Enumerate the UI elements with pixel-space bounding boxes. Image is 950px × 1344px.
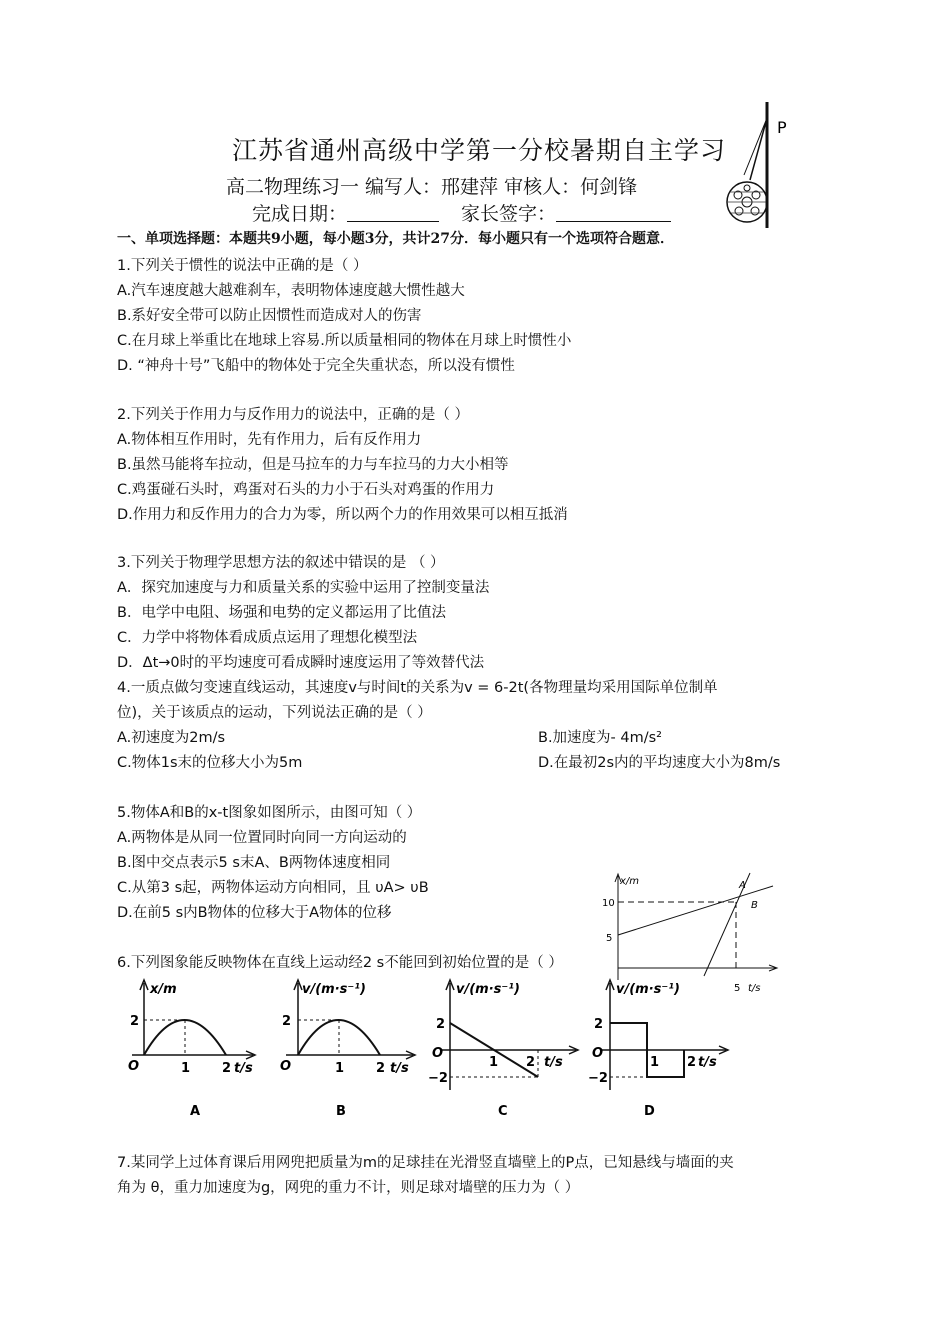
q6a-xlabel: t/s xyxy=(234,1061,253,1076)
page-subtitle: 高二物理练习一 编写人：邢建萍 审核人：何剑锋 xyxy=(226,176,638,198)
q3-option-a: A．探究加速度与力和质量关系的实验中运用了控制变量法 xyxy=(117,580,490,596)
q6a-xtick-1: 1 xyxy=(181,1061,191,1076)
football-net-illustration xyxy=(722,100,802,230)
q4-stem-continued: 位)，关于该质点的运动，下列说法正确的是（ ） xyxy=(117,705,432,721)
q3-option-b: B．电学中电阻、场强和电势的定义都运用了比值法 xyxy=(117,605,446,621)
q6c-xtick-2: 2 xyxy=(526,1055,536,1070)
date-label: 完成日期： xyxy=(252,203,348,225)
q5-y-axis-label: x/m xyxy=(620,876,640,887)
q1-option-a: A.汽车速度越大越难刹车，表明物体速度越大惯性越大 xyxy=(117,283,465,299)
q6b-letter: B xyxy=(336,1104,346,1119)
q5-x-axis-label: t/s xyxy=(748,983,761,994)
q6a-letter: A xyxy=(190,1104,201,1119)
q2-option-c: C.鸡蛋碰石头时，鸡蛋对石头的力小于石头对鸡蛋的作用力 xyxy=(117,482,495,498)
q6b-xlabel: t/s xyxy=(390,1061,409,1076)
parent-sign-label: 家长签字： xyxy=(461,203,557,225)
q4-option-a: A.初速度为2m/s xyxy=(117,730,226,746)
q7-stem-continued: 角为 θ，重力加速度为g，网兜的重力不计，则足球对墙壁的压力为（ ） xyxy=(117,1180,580,1196)
q6c-origin: O xyxy=(432,1046,444,1061)
q6a-ytick: 2 xyxy=(130,1014,140,1029)
q6d-xtick-1: 1 xyxy=(650,1055,660,1070)
q6b-xtick-1: 1 xyxy=(335,1061,345,1076)
q5-x-tick-5: 5 xyxy=(734,983,741,994)
q6b-origin: O xyxy=(280,1059,292,1074)
q6d-ylabel: v/(m·s⁻¹) xyxy=(616,982,680,997)
q6b-ylabel: v/(m·s⁻¹) xyxy=(302,982,366,997)
q6c-ytick-neg: −2 xyxy=(428,1071,448,1086)
q2-option-d: D.作用力和反作用力的合力为零，所以两个力的作用效果可以相互抵消 xyxy=(117,507,568,523)
section-heading: 一、单项选择题：本题共9小题，每小题3分，共计27分．每小题只有一个选项符合题意． xyxy=(117,231,674,247)
q5-stem: 5.物体A和B的x-t图象如图所示，由图可知（ ） xyxy=(117,805,422,821)
q6b-xtick-2: 2 xyxy=(376,1061,386,1076)
q6a-ylabel: x/m xyxy=(150,982,177,997)
q2-option-b: B.虽然马能将车拉动，但是马拉车的力与车拉马的力大小相等 xyxy=(117,457,509,473)
q3-option-c: C．力学中将物体看成质点运用了理想化模型法 xyxy=(117,630,418,646)
q5-y-tick-5: 5 xyxy=(606,933,613,944)
q5-y-tick-10: 10 xyxy=(602,898,615,909)
q6-graph-c xyxy=(428,975,580,1130)
page-title: 江苏省通州高级中学第一分校暑期自主学习 xyxy=(232,136,727,165)
q6-graph-d xyxy=(590,975,730,1130)
q5-option-d: D.在前5 s内B物体的位移大于A物体的位移 xyxy=(117,905,392,921)
q6-graph-a xyxy=(118,975,258,1130)
point-p-label: P xyxy=(777,118,787,137)
q6c-xtick-1: 1 xyxy=(489,1055,499,1070)
q6c-xlabel: t/s xyxy=(544,1055,563,1070)
q1-option-d: D. “神舟十号”飞船中的物体处于完全失重状态，所以没有惯性 xyxy=(117,358,515,374)
q2-stem: 2.下列关于作用力与反作用力的说法中，正确的是（ ） xyxy=(117,407,469,423)
q5-option-b: B.图中交点表示5 s末A、B两物体速度相同 xyxy=(117,855,391,871)
q6d-ytick-neg: −2 xyxy=(588,1071,608,1086)
q6-stem: 6.下列图象能反映物体在直线上运动经2 s不能回到初始位置的是（ ） xyxy=(117,955,563,971)
q4-option-c: C.物体1s末的位移大小为5m xyxy=(117,755,303,771)
q6d-ytick: 2 xyxy=(594,1017,604,1032)
q4-stem: 4.一质点做匀变速直线运动，其速度v与时间t的关系为v = 6-2t(各物理量均采用国际单位制单 xyxy=(117,680,718,696)
q6d-origin: O xyxy=(592,1046,604,1061)
q1-stem: 1.下列关于惯性的说法中正确的是（ ） xyxy=(117,258,368,274)
q3-option-d: D．Δt→0时的平均速度可看成瞬时速度运用了等效替代法 xyxy=(117,655,485,671)
q5-label-a: A xyxy=(739,880,746,891)
q7-stem: 7.某同学上过体育课后用网兜把质量为m的足球挂在光滑竖直墙壁上的P点，已知悬线与墙面的夹 xyxy=(117,1155,734,1171)
q6c-letter: C xyxy=(498,1104,508,1119)
q6b-ytick: 2 xyxy=(282,1014,292,1029)
q6a-xtick-2: 2 xyxy=(222,1061,232,1076)
q4-option-d: D.在最初2s内的平均速度大小为8m/s xyxy=(538,755,781,771)
parent-sign-field[interactable] xyxy=(556,203,671,222)
q2-option-a: A.物体相互作用时，先有作用力，后有反作用力 xyxy=(117,432,422,448)
q1-option-b: B.系好安全带可以防止因惯性而造成对人的伤害 xyxy=(117,308,422,324)
q6d-xlabel: t/s xyxy=(698,1055,717,1070)
q6d-letter: D xyxy=(644,1104,655,1119)
date-field[interactable] xyxy=(347,203,439,222)
q6c-ytick: 2 xyxy=(436,1017,446,1032)
q6a-origin: O xyxy=(128,1059,140,1074)
q6c-ylabel: v/(m·s⁻¹) xyxy=(456,982,520,997)
q3-stem: 3.下列关于物理学思想方法的叙述中错误的是 （ ） xyxy=(117,555,445,571)
q6-graph-b xyxy=(268,975,418,1130)
date-sign-line xyxy=(252,199,671,226)
q1-option-c: C.在月球上举重比在地球上容易.所以质量相同的物体在月球上时惯性小 xyxy=(117,333,572,349)
q5-label-b: B xyxy=(751,900,758,911)
q5-option-a: A.两物体是从同一位置同时向同一方向运动的 xyxy=(117,830,407,846)
q6d-xtick-2: 2 xyxy=(687,1055,697,1070)
q5-option-c: C.从第3 s起，两物体运动方向相同，且 υA> υB xyxy=(117,880,429,896)
q4-option-b: B.加速度为- 4m/s² xyxy=(538,730,663,746)
